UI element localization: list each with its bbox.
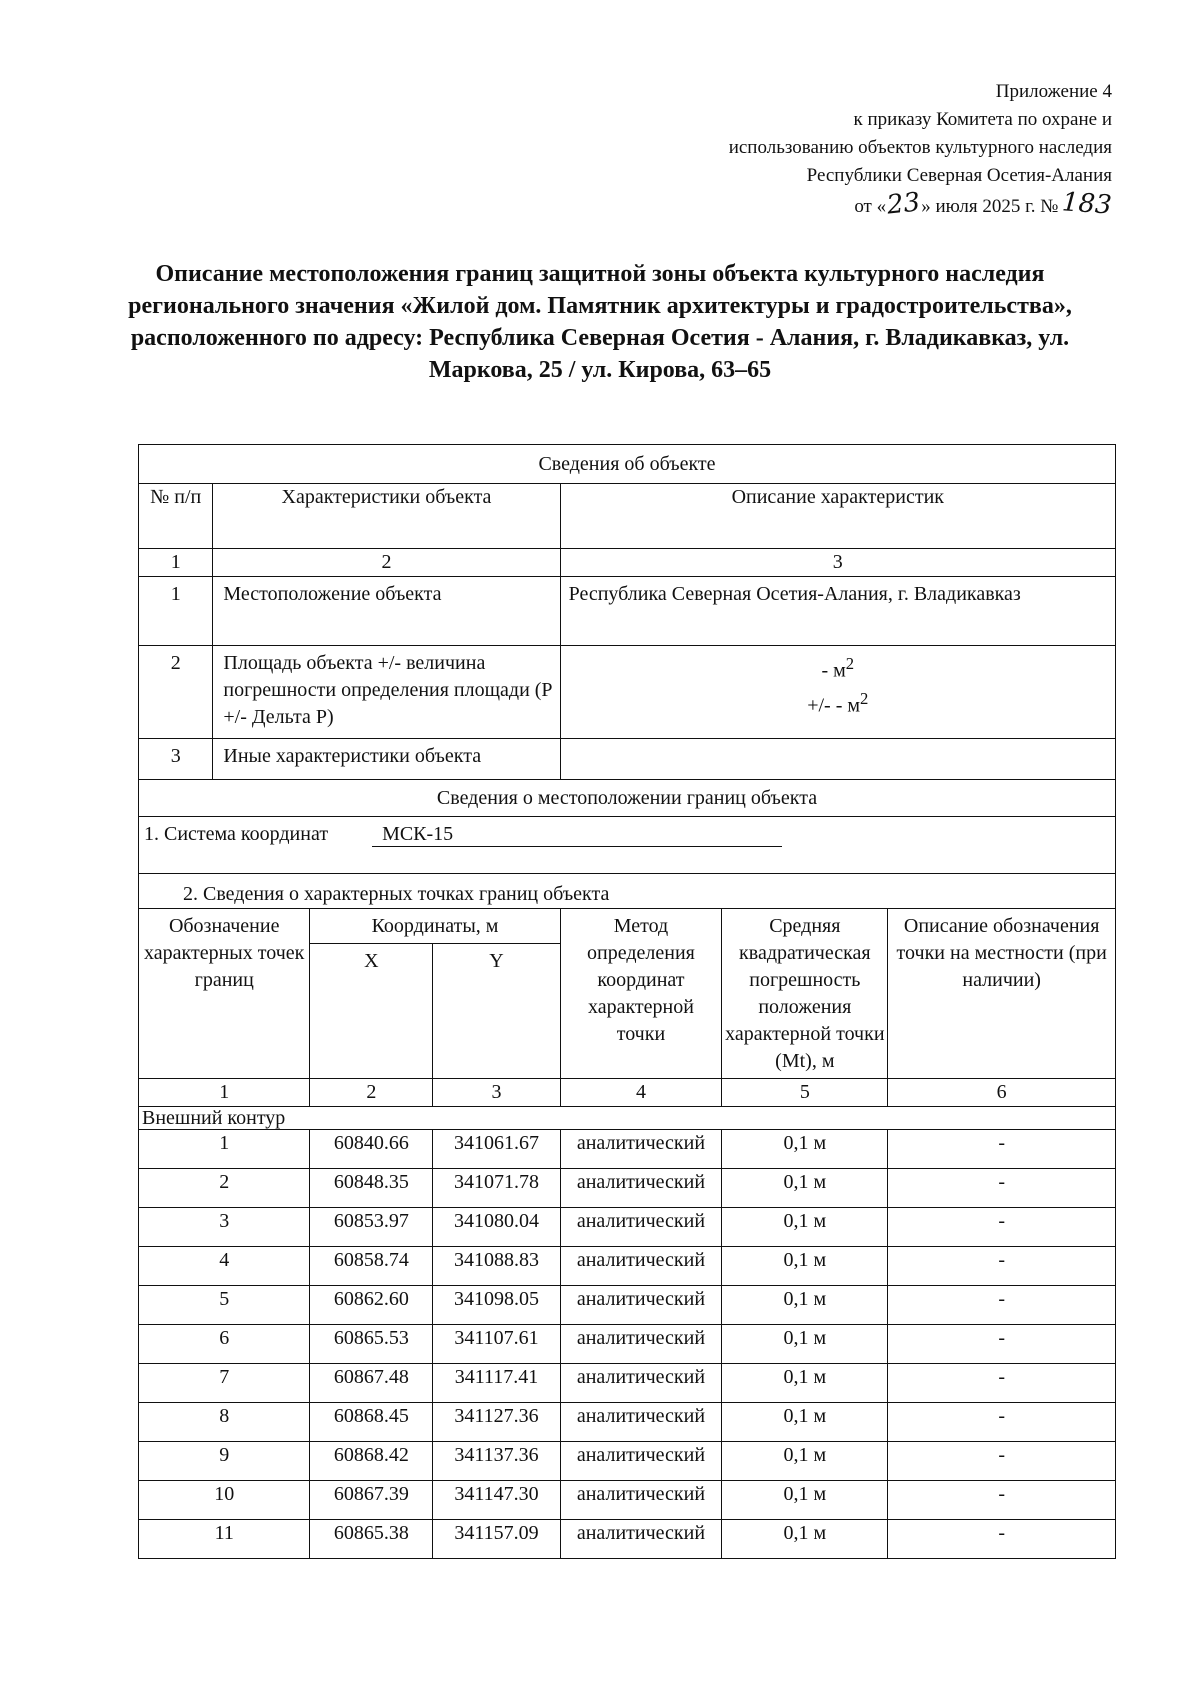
point-error: 0,1 м (722, 1442, 888, 1481)
point-method: аналитический (560, 1169, 722, 1208)
col-index: 1 (139, 549, 213, 577)
appendix-label: Приложение 4 (995, 81, 1112, 102)
point-row (139, 1247, 1116, 1286)
point-x: 60867.48 (310, 1364, 433, 1403)
coordinate-system-row (139, 817, 1116, 874)
point-number: 5 (139, 1286, 310, 1325)
coordinate-system-value: МСК-15 (372, 822, 782, 847)
object-row (139, 577, 1116, 646)
point-error: 0,1 м (722, 1286, 888, 1325)
area-value: - $м^2$ (821, 654, 855, 682)
point-row (139, 1481, 1116, 1520)
point-description: - (888, 1247, 1116, 1286)
point-x: 60865.38 (310, 1520, 433, 1559)
row-num: 1 (139, 577, 213, 646)
point-error: 0,1 м (722, 1325, 888, 1364)
point-method: аналитический (560, 1208, 722, 1247)
contour-label: Внешний контур (139, 1107, 1116, 1130)
row-characteristic: Местоположение объекта (213, 577, 560, 646)
row-characteristic: Иные характеристики объекта (213, 739, 560, 780)
point-x: 60865.53 (310, 1325, 433, 1364)
col-index: 4 (560, 1079, 722, 1107)
col-header-description: Описание характеристик (560, 484, 1115, 549)
col-index: 1 (139, 1079, 310, 1107)
col-index: 2 (310, 1079, 433, 1107)
point-error: 0,1 м (722, 1481, 888, 1520)
point-method: аналитический (560, 1325, 722, 1364)
point-number: 8 (139, 1403, 310, 1442)
col-header-point: Обозначение характерных точек границ (139, 909, 310, 1079)
row-description (560, 646, 1115, 739)
point-y: 341147.30 (433, 1481, 560, 1520)
boundary-description-table (138, 444, 1116, 1559)
point-y: 341061.67 (433, 1130, 560, 1169)
point-error: 0,1 м (722, 1169, 888, 1208)
col-index: 2 (213, 549, 560, 577)
point-number: 3 (139, 1208, 310, 1247)
handwritten-day: 23 (885, 187, 922, 221)
document-title: Описание местоположения границ защитной зоны объекта культурного наследия регионального значения «Жилой дом. Памятник архитектуры и градостроительства», расположенного по адресу: Республика Северная Осетия - Алания, г. Владикавказ, ул. Маркова, 25 / ул. Кирова, 63–65 (128, 261, 1072, 383)
point-error: 0,1 м (722, 1364, 888, 1403)
point-description: - (888, 1286, 1116, 1325)
point-number: 2 (139, 1169, 310, 1208)
point-description: - (888, 1442, 1116, 1481)
point-error: 0,1 м (722, 1130, 888, 1169)
point-method: аналитический (560, 1520, 722, 1559)
coordinate-system-label: 1. Система координат (144, 823, 329, 845)
point-y: 341107.61 (433, 1325, 560, 1364)
col-header-error: Средняя квадратическая погрешность положения характерной точки (Mt), м (722, 909, 888, 1079)
col-header-point-description: Описание обозначения точки на местности (при наличии) (888, 909, 1116, 1079)
point-y: 341071.78 (433, 1169, 560, 1208)
col-header-coordinates: Координаты, м (310, 909, 560, 944)
point-number: 6 (139, 1325, 310, 1364)
row-description (560, 739, 1115, 780)
point-number: 10 (139, 1481, 310, 1520)
point-description: - (888, 1403, 1116, 1442)
point-method: аналитический (560, 1442, 722, 1481)
point-x: 60840.66 (310, 1130, 433, 1169)
point-row (139, 1364, 1116, 1403)
point-row (139, 1325, 1116, 1364)
point-row (139, 1442, 1116, 1481)
point-y: 341088.83 (433, 1247, 560, 1286)
point-method: аналитический (560, 1247, 722, 1286)
point-x: 60848.35 (310, 1169, 433, 1208)
point-row (139, 1286, 1116, 1325)
point-x: 60853.97 (310, 1208, 433, 1247)
col-index: 5 (722, 1079, 888, 1107)
point-x: 60862.60 (310, 1286, 433, 1325)
date-suffix: » июля 2025 г. № (921, 196, 1059, 217)
point-description: - (888, 1520, 1116, 1559)
point-x: 60868.45 (310, 1403, 433, 1442)
point-x: 60868.42 (310, 1442, 433, 1481)
row-num: 2 (139, 646, 213, 739)
object-row (139, 739, 1116, 780)
col-index: 3 (560, 549, 1115, 577)
point-error: 0,1 м (722, 1208, 888, 1247)
point-number: 9 (139, 1442, 310, 1481)
order-date-line (729, 187, 1113, 221)
col-header-num: № п/п (139, 484, 213, 549)
point-y: 341080.04 (433, 1208, 560, 1247)
col-header-characteristics: Характеристики объекта (213, 484, 560, 549)
points-list (139, 1130, 1116, 1559)
point-description: - (888, 1208, 1116, 1247)
point-row (139, 1208, 1116, 1247)
point-number: 4 (139, 1247, 310, 1286)
handwritten-order-number: 183 (1061, 187, 1113, 221)
point-error: 0,1 м (722, 1520, 888, 1559)
point-description: - (888, 1130, 1116, 1169)
col-header-x: X (310, 944, 433, 1079)
point-number: 11 (139, 1520, 310, 1559)
point-x: 60858.74 (310, 1247, 433, 1286)
order-ref-line: к приказу Комитета по охране и (853, 109, 1112, 130)
point-y: 341137.36 (433, 1442, 560, 1481)
point-row (139, 1169, 1116, 1208)
point-y: 341117.41 (433, 1364, 560, 1403)
order-ref-line: Республики Северная Осетия-Алания (806, 165, 1112, 186)
document-header (729, 78, 1112, 221)
point-description: - (888, 1169, 1116, 1208)
order-ref-line: использованию объектов культурного наследия (728, 137, 1112, 158)
area-error-value: +/- - $м^2$ (807, 688, 869, 717)
point-row (139, 1130, 1116, 1169)
col-header-method: Метод определения координат характерной точки (560, 909, 722, 1079)
point-method: аналитический (560, 1481, 722, 1520)
point-number: 7 (139, 1364, 310, 1403)
point-y: 341157.09 (433, 1520, 560, 1559)
date-prefix: от « (854, 196, 887, 217)
row-num: 3 (139, 739, 213, 780)
boundaries-heading: Сведения о местоположении границ объекта (139, 780, 1116, 817)
point-method: аналитический (560, 1403, 722, 1442)
point-y: 341098.05 (433, 1286, 560, 1325)
point-description: - (888, 1364, 1116, 1403)
point-x: 60867.39 (310, 1481, 433, 1520)
point-number: 1 (139, 1130, 310, 1169)
point-y: 341127.36 (433, 1403, 560, 1442)
object-info-heading: Сведения об объекте (139, 445, 1116, 484)
point-row (139, 1403, 1116, 1442)
point-error: 0,1 м (722, 1247, 888, 1286)
point-description: - (888, 1325, 1116, 1364)
point-method: аналитический (560, 1286, 722, 1325)
row-characteristic: Площадь объекта +/- величина погрешности определения площади (Р +/- Дельта Р) (213, 646, 560, 739)
col-index: 6 (888, 1079, 1116, 1107)
row-description: Республика Северная Осетия-Алания, г. Владикавказ (560, 577, 1115, 646)
points-heading: 2. Сведения о характерных точках границ объекта (139, 874, 1116, 909)
point-method: аналитический (560, 1130, 722, 1169)
object-row (139, 646, 1116, 739)
point-description: - (888, 1481, 1116, 1520)
col-index: 3 (433, 1079, 560, 1107)
col-header-y: Y (433, 944, 560, 1079)
point-error: 0,1 м (722, 1403, 888, 1442)
point-row (139, 1520, 1116, 1559)
point-method: аналитический (560, 1364, 722, 1403)
